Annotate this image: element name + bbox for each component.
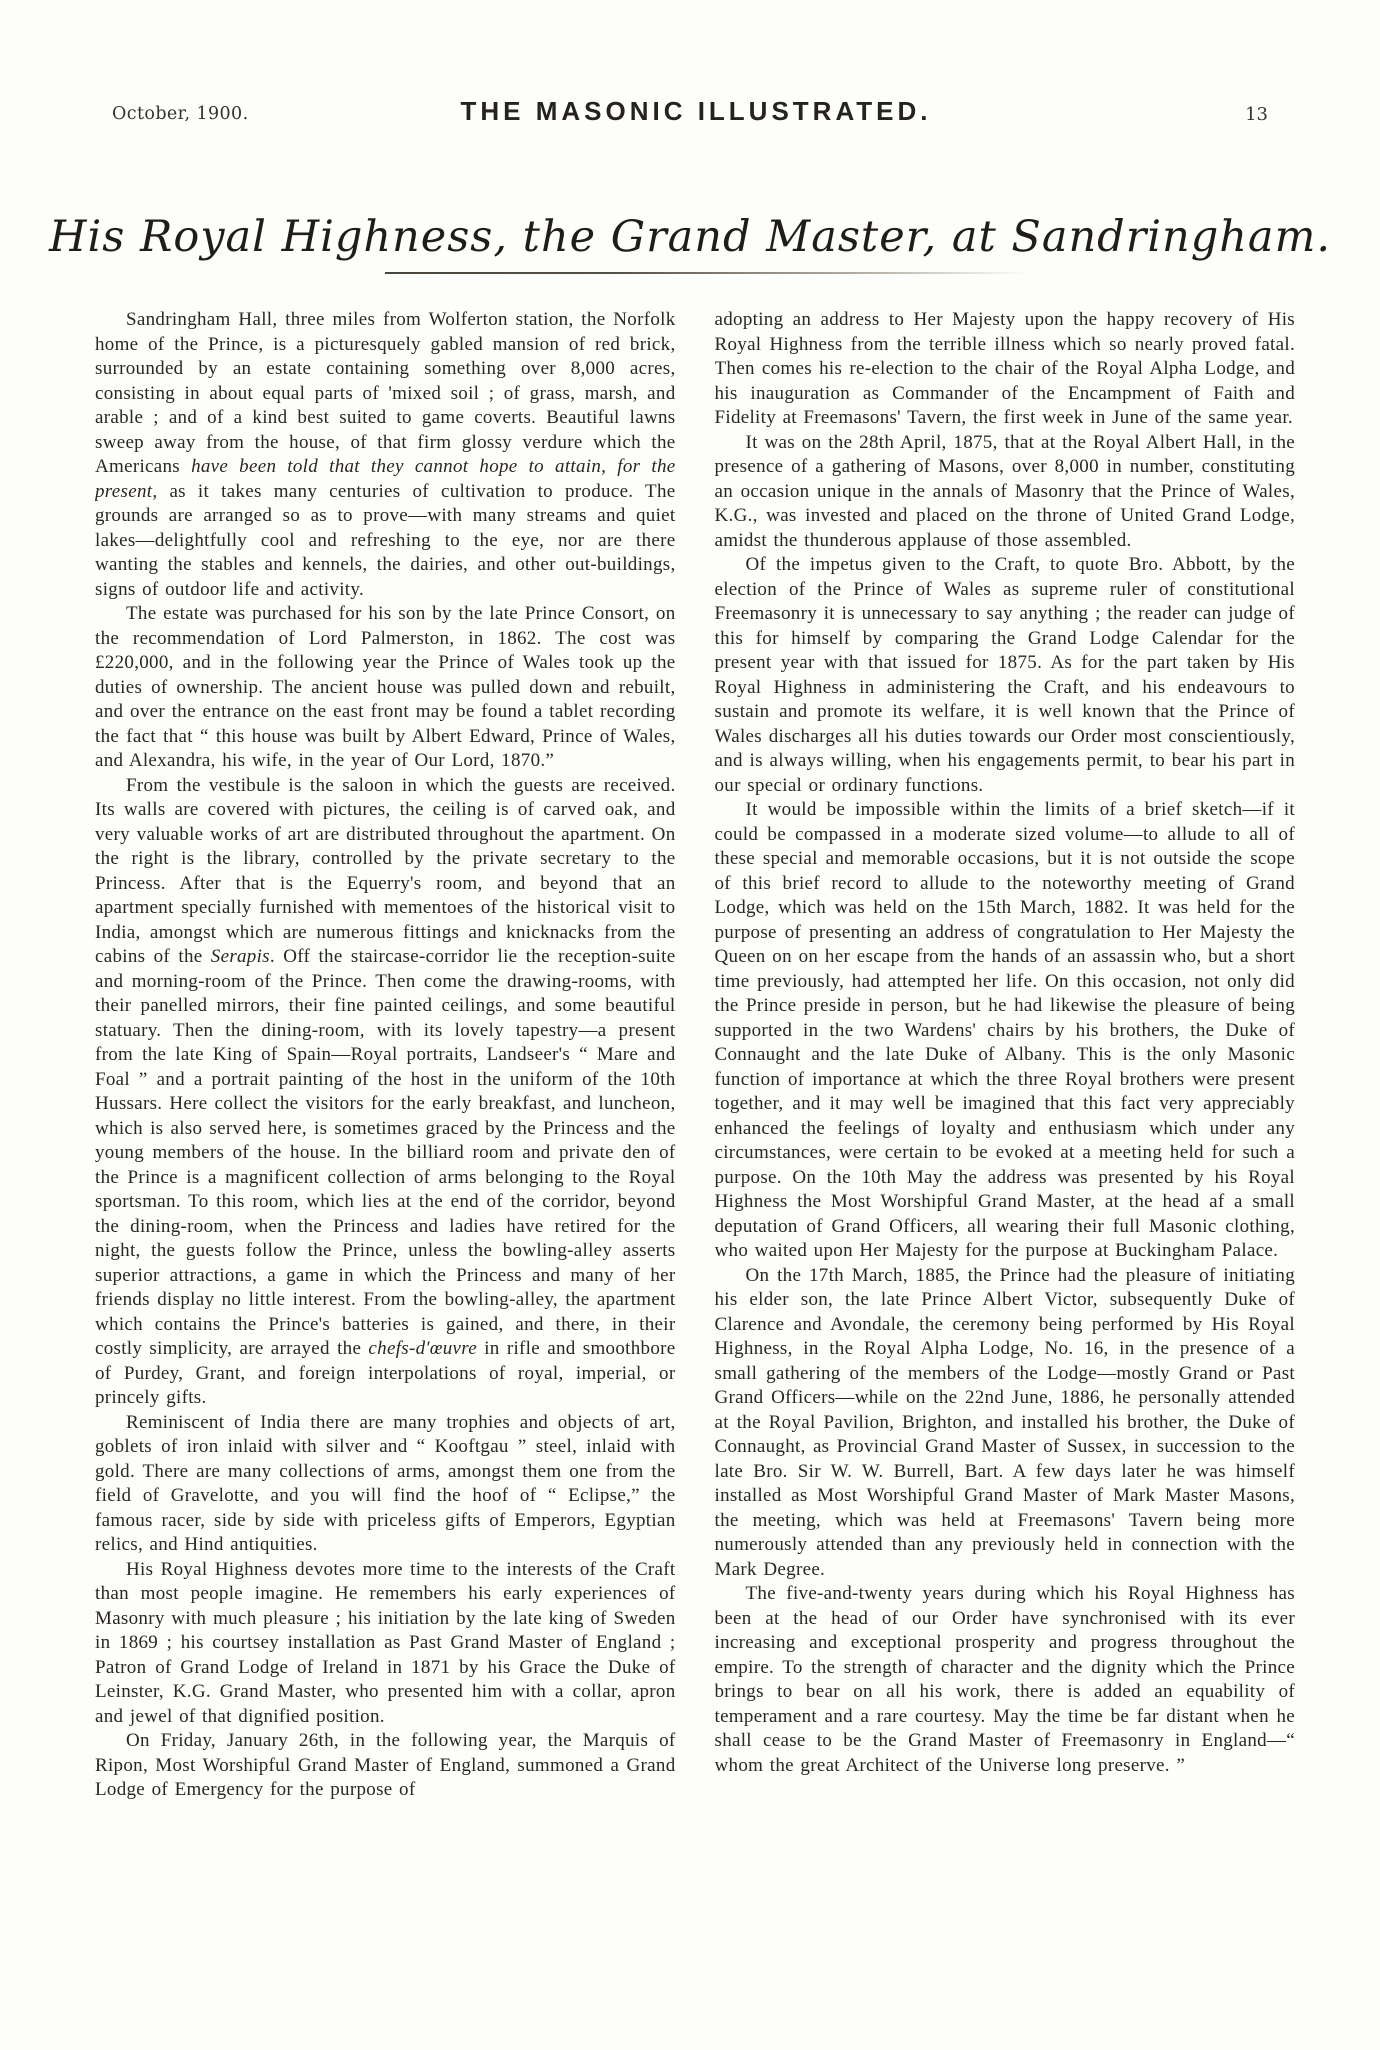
text-run: His Royal Highness devotes more time to the interests of the Craft than most people imagine. He remembers his early experiences of Masonry with much pleasure ; his initiation by the late king of Sweden in 1869 ; his courtsey installation as Past Grand Master of England ; Patron of Grand Lodge of Ireland in 1871 by his Grace the Duke of Leinster, K.G. Grand Master, who presented him with a collar, apron and jewel of that dignified position. [95, 1558, 676, 1727]
column-left [95, 308, 676, 2008]
text-run: as it takes many centuries of cultivation to produce. The grounds are arranged so as to prove—with many streams and quiet lakes—delightfully cool and refreshing to the eye, nor are there wanting the stables and kennels, the dairies, and other out-buildings, signs of outdoor life and activity. [95, 480, 676, 600]
paragraph [95, 774, 676, 1411]
text-run: Sandringham Hall, three miles from Wolferton station, the Norfolk home of the Prince, is a picturesquely gabled mansion of red brick, surrounded by an estate containing something over 8,000 acres, consisting in about equal parts of 'mixed soil ; of grass, marsh, and arable ; and of a kind best suited to game coverts. Beautiful lawns sweep away from the house, of that firm glossy verdure which the Americans [95, 309, 676, 477]
paragraph [715, 1582, 1296, 1778]
column-right [715, 308, 1296, 2008]
page-number: 13 [1245, 104, 1268, 125]
paragraph [715, 431, 1296, 554]
text-run: . Off the staircase-corridor lie the reception-suite and morning-room of the Prince. Then come the drawing-rooms, with their panelled mirrors, their fine painted ceilings, and some beautiful statuary. Then the dining-room, with its lovely tapestry—a present from the late King of Spain—Royal portraits, Landseer's “ Mare and Foal ” and a portrait painting of the host in the uniform of the 10th Hussars. Here collect the visitors for the early breakfast, and luncheon, which is also served here, is sometimes graced by the Princess and the young members of the house. In the billiard room and private den of the Prince is a magnificent collection of arms belonging to the Royal sportsman. To this room, which lies at the end of the corridor, beyond the dining-room, when the Princess and ladies have retired for the night, the guests follow the Prince, unless the bowling-alley asserts superior attractions, a game in which the Princess and many of her friends display no little interest. From the bowling-alley, the apartment which contains the Prince's batteries is gained, and there, in their costly simplicity, are arrayed the [95, 946, 676, 1359]
text-run: The estate was purchased for his son by the late Prince Consort, on the recommendation of Lord Palmerston, in 1862. The cost was £220,000, and in the following year the Prince of Wales took up the duties of ownership. The ancient house was pulled down and rebuilt, and over the entrance on the east front may be found a tablet recording the fact that “ this house was built by Albert Edward, Prince of Wales, and Alexandra, his wife, in the year of Our Lord, 1870.” [95, 603, 676, 771]
italic-text-run: have been told that they cannot hope to attain, for the present, [95, 456, 676, 502]
paragraph [95, 308, 676, 602]
paragraph [715, 1264, 1296, 1583]
journal-title: THE MASONIC ILLUSTRATED. [460, 96, 932, 126]
text-run: It was on the 28th April, 1875, that at the Royal Albert Hall, in the presence of a gathering of Masons, over 8,000 in number, constituting an occasion unique in the annals of Masonry that the Prince of Wales, K.G., was invested and placed on the throne of United Grand Lodge, amidst the thunderous applause of those assembled. [714, 431, 1295, 551]
text-run: adopting an address to Her Majesty upon the happy recovery of His Royal Highness from the terrible illness which so nearly proved fatal. Then comes his re-election to the chair of the Royal Alpha Lodge, and his inauguration as Commander of the Encampment of Faith and Fidelity at Freemasons' Tavern, the first week in June of the same year. [714, 309, 1295, 428]
title-rule [385, 272, 1055, 274]
paragraph [715, 553, 1296, 798]
paragraph [715, 308, 1296, 431]
article-body [95, 308, 1295, 2008]
issue-date: October, 1900. [112, 104, 249, 124]
paragraph [95, 1558, 676, 1730]
text-run: From the vestibule is the saloon in which the guests are received. Its walls are covered with pictures, the ceiling is of carved oak, and very valuable works of art are distributed throughout the apartment. On the right is the library, controlled by the private secretary to the Princess. After that is the Equerry's room, and beyond that an apartment specially furnished with mementoes of the historical visit to India, amongst which are numerous fittings and knicknacks from the cabins of the [95, 774, 676, 967]
text-run: in rifle and smoothbore of Purdey, Grant, and foreign interpolations of royal, imperial, or princely gifts. [95, 1338, 676, 1408]
running-header [112, 96, 1280, 132]
paragraph [715, 798, 1296, 1264]
text-run: Reminiscent of India there are many trophies and objects of art, goblets of iron inlaid with silver and “ Kooftgau ” steel, inlaid with gold. There are many collections of arms, amongst them one from the field of Gravelotte, and you will find the hoof of “ Eclipse,” the famous racer, side by side with priceless gifts of Emperors, Egyptian relics, and Hind antiquities. [95, 1411, 676, 1555]
text-run: Of the impetus given to the Craft, to quote Bro. Abbott, by the election of the Prince of Wales as supreme ruler of constitutional Freemasonry it is unnecessary to say anything ; the reader can judge of this for himself by comparing the Grand Lodge Calendar for the present year with that issued for 1875. As for the part taken by His Royal Highness in administering the Craft, and his endeavours to sustain and promote its welfare, it is well known that the Prince of Wales discharges all his duties towards our Order most conscientiously, and is always willing, when his engagements permit, to bear his part in our special or ordinary functions. [714, 554, 1295, 796]
article-title: His Royal Highness, the Grand Master, at Sandringham. [48, 212, 1332, 262]
italic-text-run: Serapis [210, 946, 270, 967]
paragraph [95, 602, 676, 774]
text-run: On the 17th March, 1885, the Prince had the pleasure of initiating his elder son, the late Prince Albert Victor, subsequently Duke of Clarence and Avondale, the ceremony being performed by His Royal Highness, in the Royal Alpha Lodge, No. 16, in the presence of a small gathering of the members of the Lodge—mostly Grand or Past Grand Officers—while on the 22nd June, 1886, he personally attended at the Royal Pavilion, Brighton, and installed his brother, the Duke of Connaught, as Provincial Grand Master of Sussex, in succession to the late Bro. Sir W. W. Burrell, Bart. A few days later he was himself installed as Most Worshipful Grand Master of Mark Master Masons, the meeting, which was held at Freemasons' Tavern being more numerously attended than any previously held in connection with the Mark Degree. [714, 1264, 1295, 1580]
italic-text-run: chefs-d'œuvre [368, 1338, 477, 1359]
text-run: The five-and-twenty years during which his Royal Highness has been at the head of our Order have synchronised with its ever increasing and exceptional prosperity and progress throughout the empire. To the strength of character and the dignity which the Prince brings to bear on all his work, there is added an equability of temperament and a rare courtesy. May the time be far distant when he shall cease to be the Grand Master of Freemasonry in England—“ whom the great Architect of the Universe long preserve. ” [714, 1583, 1295, 1776]
text-run: On Friday, January 26th, in the following year, the Marquis of Ripon, Most Worshipful Grand Master of England, summoned a Grand Lodge of Emergency for the purpose of [95, 1730, 676, 1800]
paragraph [95, 1729, 676, 1803]
paragraph [95, 1411, 676, 1558]
text-run: It would be impossible within the limits of a brief sketch—if it could be compassed in a moderate sized volume—to allude to all of these special and memorable occasions, but it is not outside the scope of this brief record to allude to the noteworthy meeting of Grand Lodge, which was held on the 15th March, 1882. It was held for the purpose of presenting an address of congratulation to Her Majesty the Queen on on her escape from the hands of an assassin who, but a short time previously, had attempted her life. On this occasion, not only did the Prince preside in person, but he had likewise the pleasure of being supported in the two Wardens' chairs by his brothers, the Duke of Connaught and the late Duke of Albany. This is the only Masonic function of importance at which the three Royal brothers were present together, and it may well be imagined that this fact very appreciably enhanced the feelings of loyalty and enthusiasm which under any circumstances, were certain to be evoked at a meeting held for such a purpose. On the 10th May the address was presented by his Royal Highness the Most Worshipful Grand Master, at the head af a small deputation of Grand Officers, all wearing their full Masonic clothing, who waited upon Her Majesty for the purpose at Buckingham Palace. [714, 799, 1295, 1261]
